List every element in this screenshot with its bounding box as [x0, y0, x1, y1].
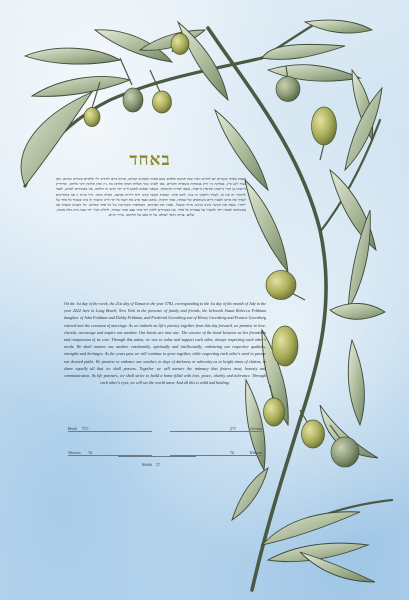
olive [272, 326, 298, 366]
rabbi-signature-line[interactable] [118, 456, 196, 468]
witness-label: Witness [249, 449, 262, 455]
bride-label-hebrew: כלה [82, 425, 89, 431]
signature-line [118, 456, 196, 457]
witness-label: Witness [68, 449, 81, 455]
olive [171, 34, 189, 55]
witness1-signature-line[interactable] [68, 444, 152, 456]
hebrew-text: בשבת באחד ועשרים יום לחודש תמוז שנת חמשת אלפים שבע מאות ושמונים ושתים, שהיא מיום לחודש יולי אלפיים עשרים ושתים, כאן בעיר לונג ביץ, במדינת ניו יורק בנוכחות משפחה וחברים, באו לפנינו שתי הכלות רבקה פלדמן בת ג׳ון וסוזן פלדמן ודבי פלדמן, ופרדריק גרינברג בן הנרי גרינברג ופרנסין גרינברג, נכנסו לברית הנישואין. כשאנו יוצאים למסע חיינו יחד מיום זה והלאה, אנו מבטיחים לאהוב, לכבד ולהוקיר זה את זה, לעודד ולתמוך זה בזה. ליבנו אחד. תמצית הקשר בינינו היא ידידות ואהבה, חמלה וחסד. דרך ברית זו אנו מתחייבים לערוך את ביתנו ולבנות חיים משותפים של שמחה, כבוד ותקווה. נאהב ונכבד איש את רעהו כל ימי חיינו ונתמוך זה בזה ונשמור כל אחד על ייחודו. נטפח את הקשר בינינו ברגש, ברוח ובשכל. נאמץ את הצרכים, השאיפות והמורשת של כל אחד מאיתנו. כל השנים הבאות אנו ממשיכים לצמוח יחד ולשמור על עצמיות כל אחד. אנו מבטיחים ללכת יחד בימי עצב ובימי שמחה, לחלוק הכל. יחד נבנה בית מלא אהבה, שלום, צדקה וחסד לעולם. על זה באנו על החתום, שריר וקיים. [56, 177, 246, 218]
olive [84, 108, 100, 127]
rabbi-label-hebrew: רב [156, 462, 161, 467]
leaf [232, 468, 268, 520]
bride-label: Bride [68, 425, 78, 431]
leaf [262, 44, 345, 59]
olive [266, 271, 296, 300]
witness-label-hebrew: עד [88, 449, 93, 455]
olive [123, 88, 143, 112]
leaf [178, 22, 228, 100]
leaf [348, 340, 364, 425]
olive [312, 107, 337, 145]
bride-signature-line[interactable] [68, 420, 152, 432]
leaf [262, 512, 360, 545]
witness-label-hebrew: עד [229, 449, 234, 455]
leaf [32, 77, 130, 97]
leaf [25, 48, 120, 64]
groom-label: Groom [250, 425, 262, 431]
olive [276, 77, 300, 102]
leaf [305, 20, 372, 33]
olive [153, 91, 172, 113]
ketubah-title: באחד [129, 150, 171, 170]
signature-line [68, 431, 152, 432]
witness2-signature-line[interactable] [170, 444, 262, 456]
leaf [245, 180, 288, 272]
olive [302, 420, 325, 448]
english-text: On the 1st day of the week, the 21st day of Tamuz in the year 5782, corresponding to the 1st day of the month of July in the year 2022 here in Long Beach, New York in the presence of family and friends, the beloveds Susan Rebecca Feldman daughter of John Feldman and Debby Feldman, and Frederick Greenberg son of Henry Greenberg and Francie Greenberg entered into the covenant of marriage. As we embark on life's journey together from this day forward, we promise to love, cherish, encourage and inspire one another. Our hearts are now one. The essence of the bond between us lies friendship and compassion of its core. Through this union, we vow to value and support each other, always respecting each other's needs. We shall nurture one another emotionally, spiritually and intellectually, embracing our respective qualities, strengths and heritages. As the years pass we will continue to grow together, while respecting each other's need to pursue our desired paths. We promise to embrace one another, in days of darkness or adversity as in bright times of elation, to share equally all that we shall possess. Together we will nurture the intimacy that fosters trust, honesty and communication. As life partners, we shall strive to build a home filled with love, peace, charity and tolerance. Through each other's eyes, we will see the world anew. And all this is valid and binding. [64, 301, 266, 386]
olive [264, 398, 285, 426]
signature-line [170, 431, 262, 432]
groom-signature-line[interactable] [170, 420, 262, 432]
groom-label-hebrew: חתן [229, 425, 236, 431]
rabbi-label: Rabbi [142, 462, 153, 467]
leaf [21, 92, 92, 186]
leaf [330, 303, 385, 319]
leaf [300, 552, 375, 582]
olive [331, 437, 359, 467]
